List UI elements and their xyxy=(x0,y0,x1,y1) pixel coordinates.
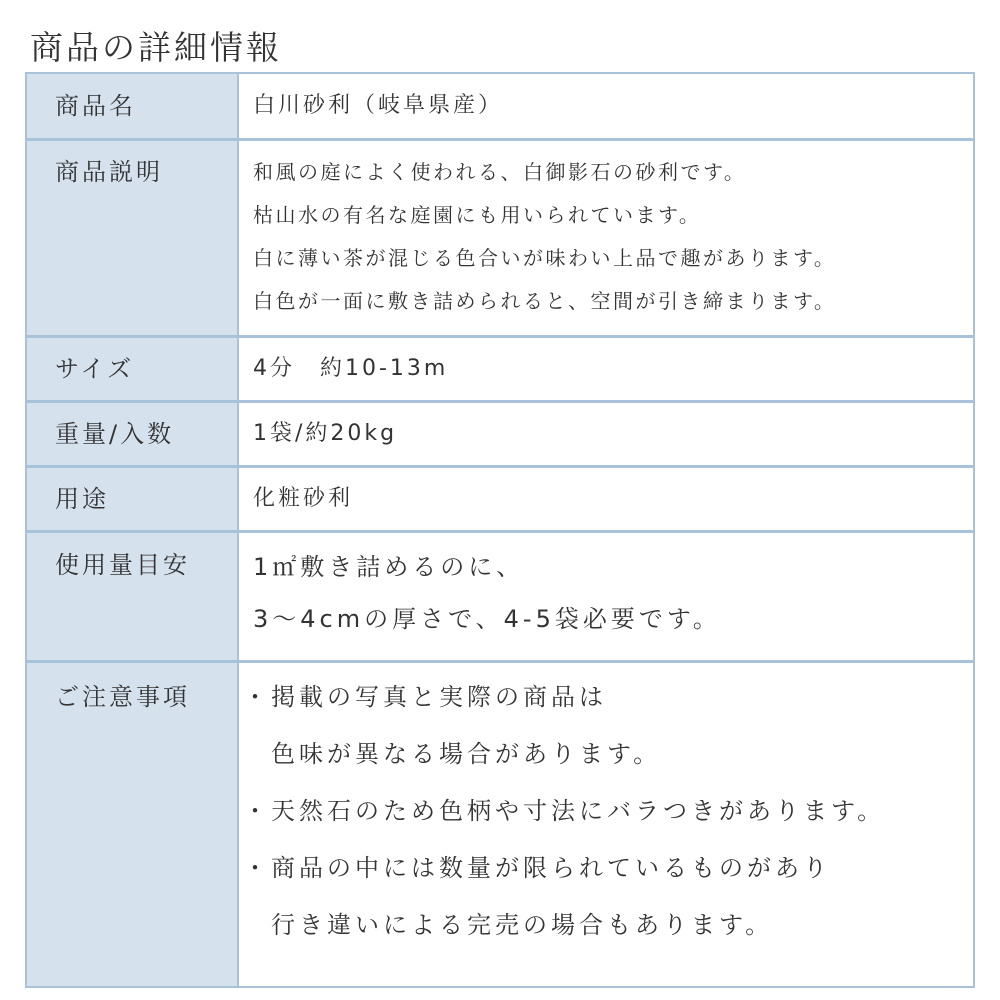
note-line: ・掲載の写真と実際の商品は xyxy=(243,683,607,711)
label-weight: 重量/入数 xyxy=(27,403,237,465)
row-weight xyxy=(27,403,973,465)
label-size: サイズ xyxy=(27,338,237,400)
row-size xyxy=(27,338,973,400)
label-notes: ご注意事項 xyxy=(27,663,237,986)
row-product-name xyxy=(27,74,973,138)
product-details-table xyxy=(25,72,975,988)
value-notes xyxy=(237,663,973,986)
row-use xyxy=(27,468,973,530)
label-product-name: 商品名 xyxy=(27,74,237,138)
usage-line: 1㎡敷き詰めるのに、 xyxy=(253,553,525,581)
note-line: ・天然石のため色柄や寸法にバラつきがあります。 xyxy=(243,797,886,825)
note-line: 行き違いによる完売の場合もあります。 xyxy=(243,911,774,939)
label-use: 用途 xyxy=(27,468,237,530)
page-title: 商品の詳細情報 xyxy=(30,28,282,67)
row-product-description xyxy=(27,141,973,335)
value-use: 化粧砂利 xyxy=(237,468,973,530)
label-usage-guideline: 使用量目安 xyxy=(27,533,237,660)
row-notes xyxy=(27,663,973,986)
note-line: ・商品の中には数量が限られているものがあり xyxy=(243,854,831,882)
value-weight: 1袋/約20kg xyxy=(237,403,973,465)
description-line: 枯山水の有名な庭園にも用いられています。 xyxy=(253,203,702,227)
note-line: 色味が異なる場合があります。 xyxy=(243,740,662,768)
value-size: 4分 約10-13m xyxy=(237,338,973,400)
description-line: 和風の庭によく使われる、白御影石の砂利です。 xyxy=(253,160,747,184)
description-line: 白に薄い茶が混じる色合いが味わい上品で趣があります。 xyxy=(253,246,837,270)
value-product-name: 白川砂利（岐阜県産） xyxy=(237,74,973,138)
value-product-description xyxy=(237,141,973,335)
value-usage-guideline xyxy=(237,533,973,660)
row-usage-guideline xyxy=(27,533,973,660)
label-product-description: 商品説明 xyxy=(27,141,237,335)
usage-line: 3～4cmの厚さで、4-5袋必要です。 xyxy=(253,605,721,633)
description-line: 白色が一面に敷き詰められると、空間が引き締まります。 xyxy=(253,289,837,313)
